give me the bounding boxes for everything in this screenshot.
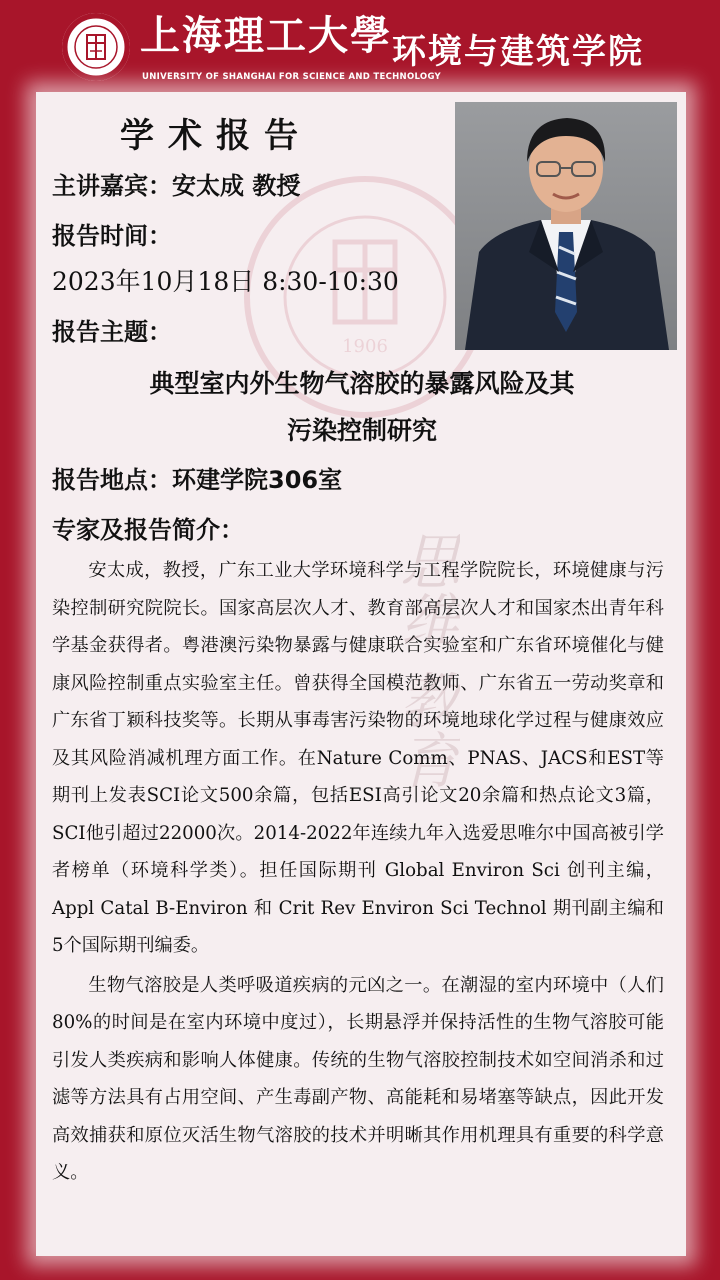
calligraphy-watermark: 思维 教育 [390, 530, 460, 790]
speaker-bio [52, 552, 664, 1192]
college-name: 环境与建筑学院 [392, 32, 644, 72]
speaker-photo [455, 102, 677, 350]
university-name: 上海理工大學 [140, 12, 392, 59]
speaker-line: 主讲嘉宾：安太成 教授 [52, 172, 301, 200]
university-seal-logo [62, 13, 130, 81]
topic-label: 报告主题： [52, 318, 172, 346]
university-english-name: UNIVERSITY OF SHANGHAI FOR SCIENCE AND TECHNOLOGY [142, 72, 441, 82]
seal-year: 1906 [342, 336, 388, 357]
intro-label: 专家及报告简介： [52, 516, 244, 544]
page-title: 学术报告 [120, 116, 312, 156]
seal-emblem-icon [62, 13, 130, 81]
speaker-portrait-image [455, 102, 677, 350]
header-banner [0, 0, 720, 92]
topic-title-line-2: 污染控制研究 [286, 416, 437, 445]
topic-title-line-1: 典型室内外生物气溶胶的暴露风险及其 [149, 369, 575, 398]
bio-paragraph-2: 生物气溶胶是人类呼吸道疾病的元凶之一。在潮湿的室内环境中（人们80%的时间是在室内环境中度过），长期悬浮并保持活性的生物气溶胶可能引发人类疾病和影响人体健康。传统的生物气溶胶控制技术如空间消杀和过滤等方法具有占用空间、产生毒副产物、高能耗和易堵塞等缺点，因此开发高效捕获和原位灭活生物气溶胶的技术并明晰其作用机理具有重要的科学意义。 [52, 974, 664, 1183]
bio-paragraph-1: 安太成，教授，广东工业大学环境科学与工程学院院长，环境健康与污染控制研究院院长。国家高层次人才、教育部高层次人才和国家杰出青年科学基金获得者。粤港澳污染物暴露与健康联合实验室和广东省环境催化与健康风险控制重点实验室主任。曾获得全国模范教师、广东省五一劳动奖章和广东省丁颖科技奖等。长期从事毒害污染物的环境地球化学过程与健康效应及其风险消减机理方面工作。在Nature Comm、PNAS、JACS和EST等期刊上发表SCI论文500余篇，包括ESI高引论文20余篇和热点论文3篇，SCI他引超过22000次。2014-2022年连续九年入选爱思唯尔中国高被引学者榜单（环境科学类）。担任国际期刊 Global Environ Sci 创刊主编，Appl Catal B-Environ 和 Crit Rev Environ Sci Technol 期刊副主编和5个国际期刊编委。 [52, 560, 664, 956]
location-line: 报告地点：环建学院306室 [52, 466, 343, 494]
time-value: 2023年10月18日 8:30-10:30 [52, 267, 399, 296]
time-label: 报告时间： [52, 222, 172, 250]
